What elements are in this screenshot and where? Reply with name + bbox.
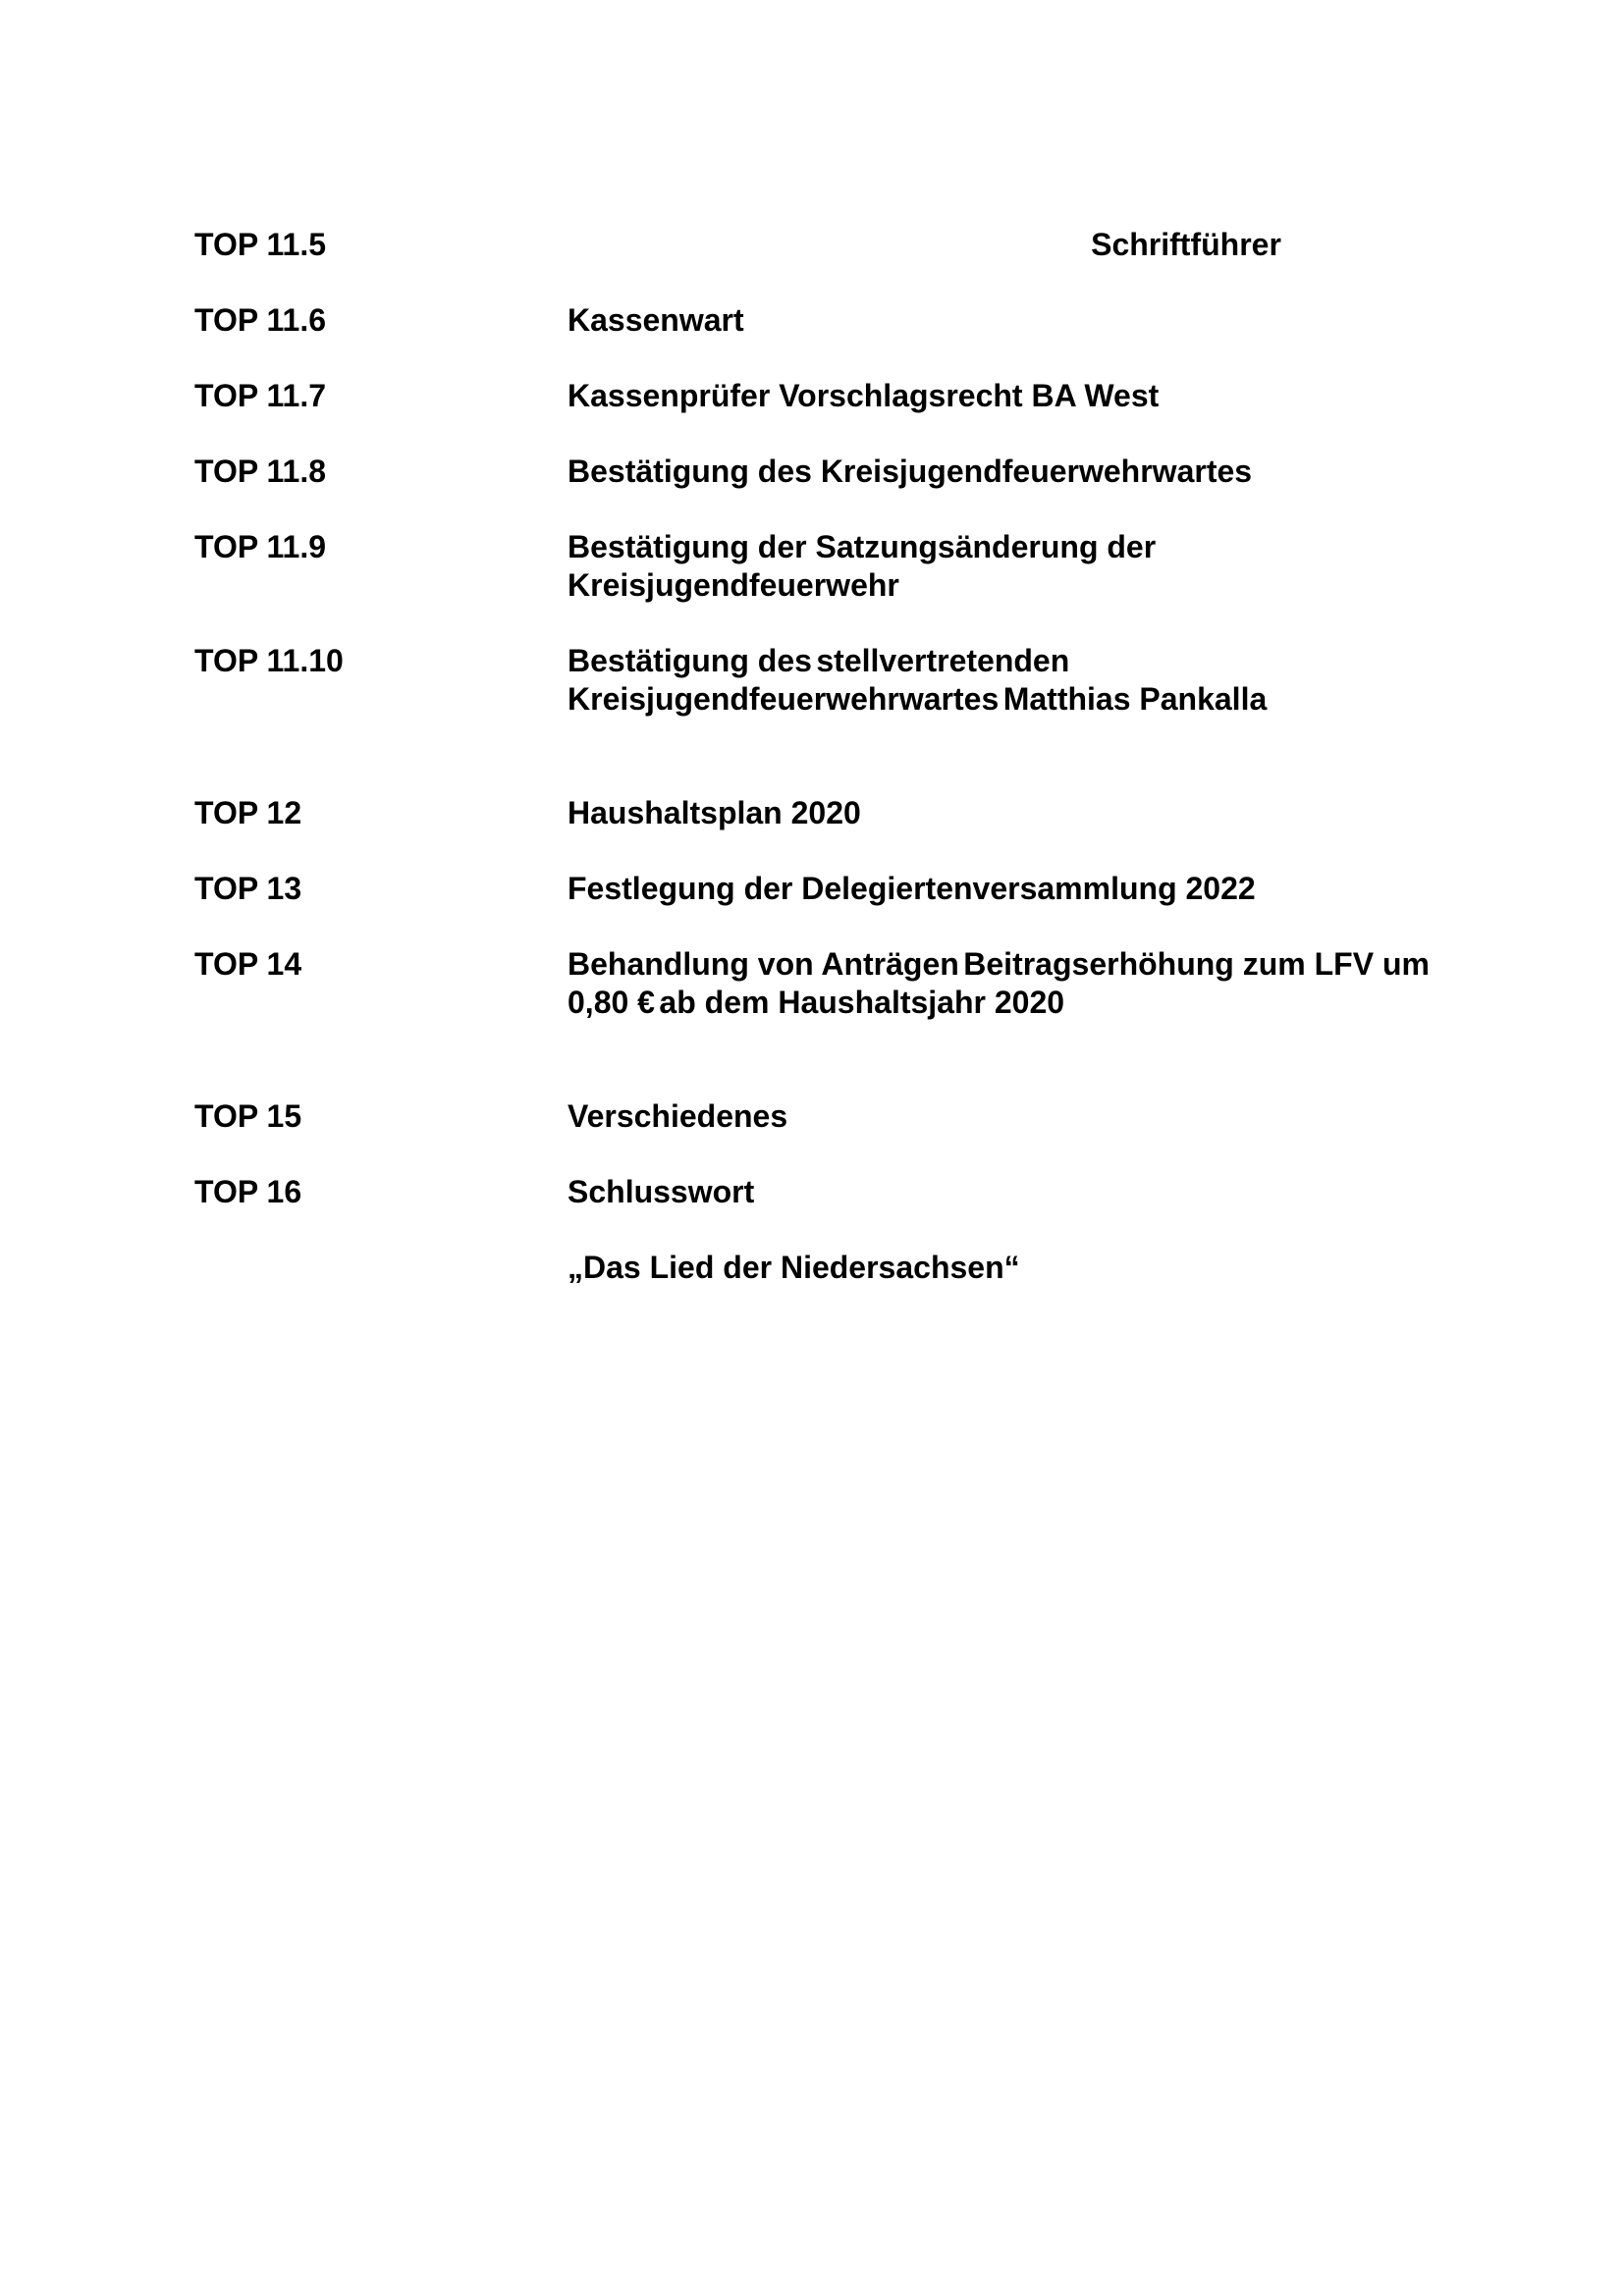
agenda-item-title bbox=[568, 1097, 1451, 1136]
agenda-item-title bbox=[568, 301, 1451, 340]
agenda-item-title bbox=[568, 1173, 1451, 1211]
agenda-item-title-line: Haushaltsplan 2020 bbox=[568, 795, 861, 830]
agenda-item bbox=[194, 226, 1432, 267]
agenda-item-number: TOP 11.8 bbox=[194, 454, 327, 489]
agenda-list bbox=[194, 226, 1432, 1324]
agenda-item-title-line: Schriftführer bbox=[1091, 227, 1281, 262]
agenda-item-title bbox=[568, 453, 1451, 491]
closing-song-title: „Das Lied der Niedersachsen“ bbox=[568, 1250, 1020, 1285]
agenda-item-number: TOP 11.6 bbox=[194, 302, 327, 338]
agenda-item-title bbox=[568, 642, 1451, 719]
agenda-item bbox=[194, 1173, 1432, 1214]
agenda-item-title-line: Kassenprüfer Vorschlagsrecht BA West bbox=[568, 378, 1160, 413]
agenda-item-number: TOP 11.7 bbox=[194, 378, 327, 413]
agenda-item-number: TOP 13 bbox=[194, 871, 302, 906]
agenda-item-number: TOP 11.9 bbox=[194, 529, 327, 564]
agenda-item-number: TOP 14 bbox=[194, 946, 302, 982]
agenda-item-number: TOP 16 bbox=[194, 1174, 302, 1209]
closing-song-wrap bbox=[568, 1249, 1451, 1287]
agenda-item-title-line: Bestätigung des Kreisjugendfeuerwehrwartes bbox=[568, 454, 1253, 489]
closing-song bbox=[194, 1249, 1432, 1290]
agenda-item bbox=[194, 870, 1432, 911]
agenda-item-title-line: Matthias Pankalla bbox=[1002, 681, 1268, 717]
agenda-item-title-line: Kreisjugendfeuerwehr bbox=[568, 567, 899, 603]
agenda-item-title-line: ab dem Haushaltsjahr 2020 bbox=[659, 985, 1065, 1020]
agenda-item bbox=[194, 377, 1432, 418]
agenda-item bbox=[194, 1097, 1432, 1139]
agenda-item-title-line: stellvertretenden Kreisjugendfeuerwehrwartes bbox=[568, 643, 1070, 717]
agenda-item-title bbox=[568, 945, 1451, 1022]
agenda-item-number: TOP 11.10 bbox=[194, 643, 344, 678]
agenda-item-title bbox=[568, 226, 1451, 264]
agenda-item-title-line: Behandlung von Anträgen bbox=[568, 946, 959, 982]
agenda-item-title bbox=[568, 528, 1451, 605]
agenda-item-title-line: Verschiedenes bbox=[568, 1098, 788, 1134]
agenda-item bbox=[194, 794, 1432, 835]
agenda-item-title-line: Kassenwart bbox=[568, 302, 744, 338]
agenda-item-title-line: Bestätigung der Satzungsänderung der bbox=[568, 529, 1157, 564]
agenda-item-title bbox=[568, 794, 1451, 832]
agenda-item-title bbox=[568, 870, 1451, 908]
agenda-item-title-line: Schlusswort bbox=[568, 1174, 755, 1209]
agenda-item bbox=[194, 945, 1432, 1063]
agenda-item-title bbox=[568, 377, 1451, 415]
agenda-item-title-line: Bestätigung des bbox=[568, 643, 812, 678]
agenda-item-number: TOP 12 bbox=[194, 795, 302, 830]
agenda-item-title-line: Beitragserhöhung zum LFV um 0,80 € bbox=[568, 946, 1430, 1020]
agenda-item bbox=[194, 301, 1432, 343]
agenda-item bbox=[194, 528, 1432, 608]
agenda-item bbox=[194, 642, 1432, 760]
agenda-item bbox=[194, 453, 1432, 494]
agenda-item-number: TOP 11.5 bbox=[194, 227, 327, 262]
agenda-item-title-line: Festlegung der Delegiertenversammlung 2022 bbox=[568, 871, 1256, 906]
agenda-item-number: TOP 15 bbox=[194, 1098, 302, 1134]
